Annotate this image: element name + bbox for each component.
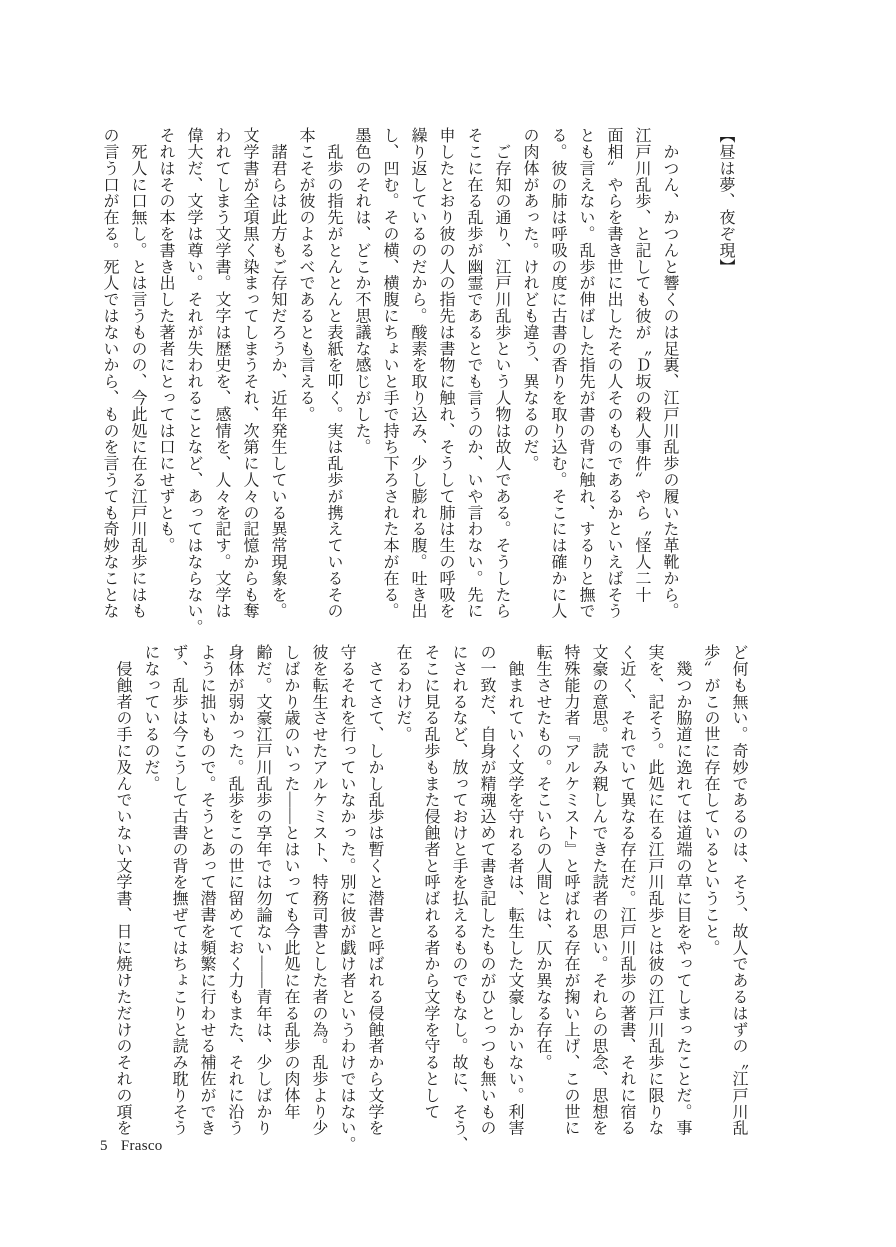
text-line: 文学書が全項黒く染まってしまうそれ、次第に人々の記憶からも奪 xyxy=(241,127,258,619)
text-line: 死人に口無し。とは言うものの、今此処に在る江戸川乱歩にはも xyxy=(129,127,146,619)
text-line: く近く、それでいて異なる存在だ。江戸川乱歩の著書、それに宿る xyxy=(618,644,635,1136)
text-line: とも言えない。乱歩が伸ばした指先が書の背に触れ、するりと撫で xyxy=(577,127,594,619)
text-line: ず、乱歩は今こうして古書の背を撫ぜてはちょこりと読み耽りそう xyxy=(170,644,187,1136)
text-line: 齢だ。文豪江戸川乱歩の享年では勿論ない――青年は、少しばかり xyxy=(254,644,271,1136)
text-line: 歩〟がこの世に存在しているということ。 xyxy=(702,644,719,956)
text-line: われてしまう文学書。文字は歴史を、感情を、人々を記す。文学は xyxy=(213,127,230,619)
text-line: 守るそれを行っていなかった。別に彼が戯け者というわけではない。 xyxy=(338,644,355,1153)
text-line: 繰り返しているのだから。酸素を取り込み、少し膨れる腹。吐き出 xyxy=(409,127,426,619)
text-line: 偉大だ、文学は尊い。それが失われることなど、あってはならない。 xyxy=(185,127,202,636)
text-line: ように拙いもので。そうとあって潜書を頻繁に行わせる補佐ができ xyxy=(198,644,215,1136)
text-line: 幾つか脇道に逸れては道端の草に目をやってしまったことだ。事 xyxy=(674,644,691,1136)
text-line: 蝕まれていく文学を守れる者は、転生した文豪しかいない。利害 xyxy=(506,644,523,1136)
text-line: 江戸川乱歩、と記しても彼が〝Ｄ坂の殺人事件〟やら〝怪人二十 xyxy=(633,127,650,603)
text-line: し、凹む。その横、横腹にちょいと手で持ち下ろされた本が在る。 xyxy=(381,127,398,619)
text-block-top xyxy=(95,127,739,643)
text-line: にされるなど、放っておけと手を払えるものでもなし。故に、そう、 xyxy=(450,644,467,1153)
text-line: それはその本を書き出した著者にとっては口にせずとも。 xyxy=(157,127,174,554)
text-line: ご存知の通り、江戸川乱歩という人物は故人である。そうしたら xyxy=(493,127,510,619)
text-line: になっているのだ。 xyxy=(142,644,159,792)
text-line: 彼を転生させたアルケミスト、特務司書とした者の為。乱歩より少 xyxy=(310,644,327,1136)
text-line: 在るわけだ。 xyxy=(394,644,411,743)
text-line: の肉体があった。けれども違う、異なるのだ。 xyxy=(521,127,538,472)
text-line: 本こそが彼のよるべであるとも言える。 xyxy=(297,127,314,423)
text-line: 文豪の意思。読み親しんできた読者の思い。それらの思念、思想を xyxy=(590,644,607,1136)
text-line: そこに見る乱歩もまた侵蝕者と呼ばれる者から文学を守るとして xyxy=(422,644,439,1120)
text-line: 申したとおり彼の人の指先は書物に触れ、そうして肺は生の呼吸を xyxy=(437,127,454,619)
text-line: 墨色のそれは、どこか不思議な感じがした。 xyxy=(353,127,370,455)
text-line: さてさて、しかし乱歩は暫くと潜書と呼ばれる侵蝕者から文学を xyxy=(366,644,383,1136)
text-line: かつん、かつんと響くのは足裏、江戸川乱歩の履いた革靴から。 xyxy=(661,127,678,619)
footer-brand: Frasco xyxy=(120,1138,163,1154)
text-line: 侵蝕者の手に及んでいない文学書、日に焼けただけのそれの項を xyxy=(114,644,131,1136)
text-line: の言う口が在る。死人ではないから、ものを言うても奇妙なことな xyxy=(101,127,118,619)
text-line: 面相〟やらを書き世に出したその人そのものであるかといえばそう xyxy=(605,127,622,619)
section-heading: 【昼は夢、夜ぞ現】 xyxy=(717,127,734,275)
text-line: る。彼の肺は呼吸の度に古書の香りを取り込む。そこには確かに人 xyxy=(549,127,566,619)
text-line: しばかり歳のいった――とはいっても今此処に在る乱歩の肉体年 xyxy=(282,644,299,1120)
text-line: ど何も無い。奇妙であるのは、そう、故人であるはずの〝江戸川乱 xyxy=(730,644,747,1136)
text-line: 身体が弱かった。乱歩をこの世に留めておく力もまた、それに沿う xyxy=(226,644,243,1136)
text-line: の一致だ、自身が精魂込めて書き記したものがひとっつも無いもの xyxy=(478,644,495,1136)
text-line: そこに在る乱歩が幽霊であるとでも言うのか、いや言わない。先に xyxy=(465,127,482,619)
text-line: 実を、記そう。此処に在る江戸川乱歩とは彼の江戸川乱歩に限りな xyxy=(646,644,663,1136)
text-line: 特殊能力者『アルケミスト』と呼ばれる存在が掬い上げ、この世に xyxy=(562,644,579,1136)
text-line: 乱歩の指先がとんとんと表紙を叩く。実は乱歩が携えているその xyxy=(325,127,342,619)
text-line: 転生させたもの。そこいらの人間とは、仄か異なる存在。 xyxy=(534,644,551,1071)
text-block-bottom xyxy=(108,644,752,1160)
text-line: 諸君らは此方もご存知だろうか、近年発生している異常現象を。 xyxy=(269,127,286,619)
page-number: 5 xyxy=(100,1138,108,1154)
page-footer xyxy=(100,1138,163,1155)
